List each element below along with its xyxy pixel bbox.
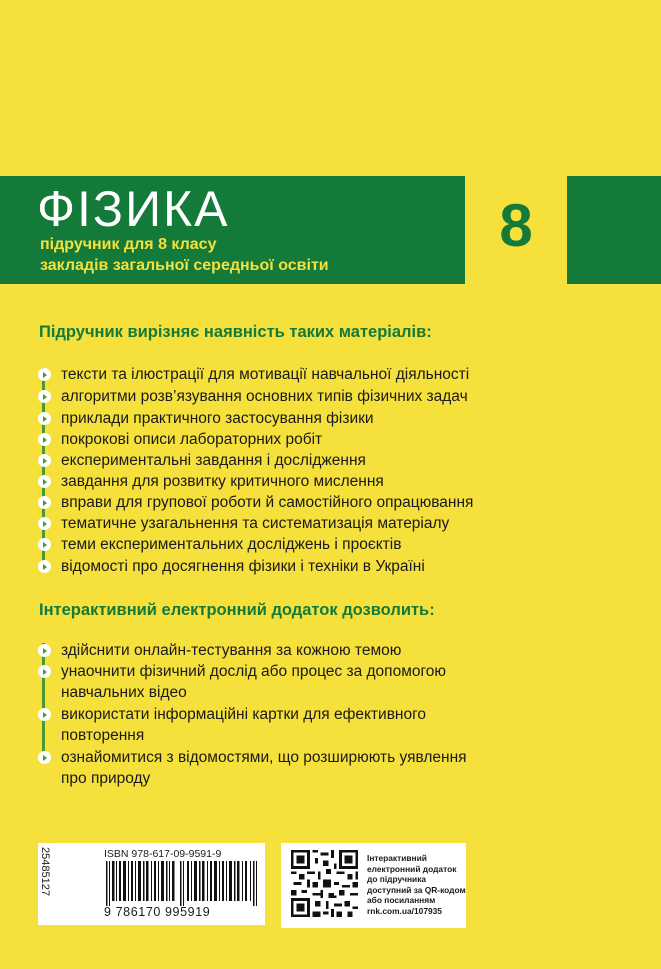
qr-code-icon — [291, 850, 358, 917]
arrow-bullet-icon — [38, 433, 51, 446]
subtitle-line-1: підручник для 8 класу — [40, 236, 217, 253]
arrow-bullet-icon — [38, 644, 51, 657]
arrow-bullet-icon — [38, 517, 51, 530]
book-title: ФІЗИКА — [37, 181, 230, 237]
arrow-bullet-icon — [38, 454, 51, 467]
arrow-bullet-icon — [38, 496, 51, 509]
qr-link[interactable]: rnk.com.ua/107935 — [367, 905, 442, 916]
arrow-bullet-icon — [38, 412, 51, 425]
subtitle-line-2: закладів загальної середньої освіти — [40, 257, 329, 274]
right-green-block — [567, 176, 661, 284]
isbn-text: ISBN 978-617-09-9591-9 — [104, 848, 222, 860]
barcode-digits: 9 786170 995919 — [104, 905, 211, 919]
arrow-bullet-icon — [38, 368, 51, 381]
arrow-bullet-icon — [38, 475, 51, 488]
arrow-bullet-icon — [38, 390, 51, 403]
arrow-bullet-icon — [38, 751, 51, 764]
arrow-bullet-icon — [38, 560, 51, 573]
grade-number: 8 — [499, 192, 533, 259]
arrow-bullet-icon — [38, 665, 51, 678]
barcode-side-digits: 25485127 — [39, 847, 51, 896]
materials-heading: Підручник вирізняє наявність таких матеріалів: — [39, 323, 432, 341]
qr-caption: Інтерактивний електронний додаток до підручника доступний за QR-кодом або посиланням rnk.com.ua/107935 — [367, 853, 466, 916]
barcode-icon — [104, 861, 260, 906]
interactive-list-line — [42, 643, 45, 763]
interactive-heading: Інтерактивний електронний додаток дозволить: — [39, 601, 435, 619]
arrow-bullet-icon — [38, 708, 51, 721]
arrow-bullet-icon — [38, 538, 51, 551]
